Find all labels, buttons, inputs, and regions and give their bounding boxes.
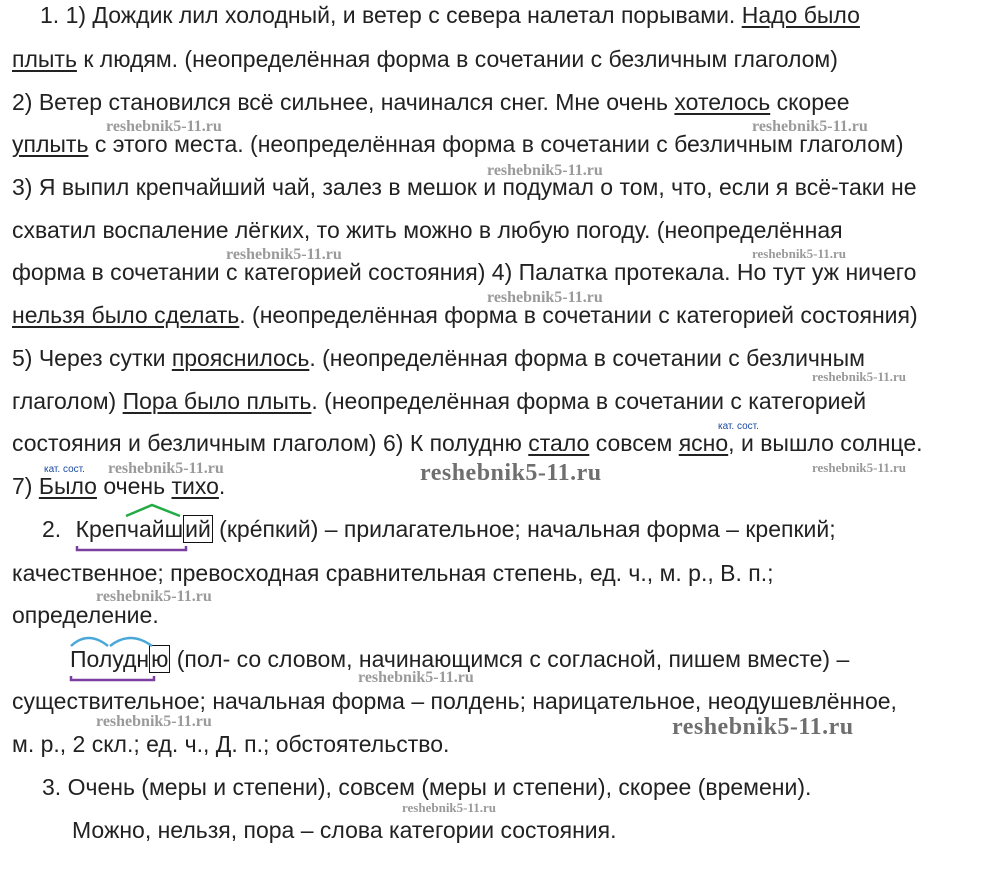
text-line-8 <box>12 302 918 329</box>
root-arc <box>110 638 152 646</box>
underlined-predicate: хотелось <box>674 89 771 115</box>
line-text: , и вышло солнце. <box>728 430 923 456</box>
watermark: reshebnik5-11.ru <box>812 369 907 384</box>
line-text: 5) Через сутки <box>12 345 172 371</box>
line-text: совсем <box>589 430 679 456</box>
watermark: reshebnik5-11.ru <box>106 118 222 135</box>
analysis-text: (крéпкий) – прилагательное; начальная форма – крепкий; <box>212 516 836 542</box>
line-text: . (неопределённая форма в сочетании с безличным <box>309 345 865 371</box>
text-line-7 <box>12 259 916 286</box>
underlined-predicate: прояснилось <box>171 345 310 371</box>
watermark: reshebnik5-11.ru <box>402 800 497 815</box>
analysis-text: (пол- со словом, начинающимся с согласной, пишем вместе) – <box>170 646 850 672</box>
line-text: 1. 1) Дождик лил холодный, и ветер с севера налетал порывами. <box>40 2 742 28</box>
line-text: к людям. (неопределённая форма в сочетании с безличным глаголом) <box>76 46 838 72</box>
watermark: reshebnik5-11.ru <box>226 246 342 263</box>
underlined-predicate: Пора было плыть <box>122 388 312 414</box>
line-text: форма в сочетании с категорией состояния) 4) Палатка протекала. Но тут уж ничего <box>12 259 917 285</box>
line-text: глаголом) <box>12 388 123 414</box>
text-line-11 <box>12 430 923 457</box>
text-line-5 <box>12 174 917 201</box>
underlined-predicate: тихо <box>171 473 219 499</box>
text-line-6 <box>12 217 843 244</box>
watermark: reshebnik5-11.ru <box>358 669 474 686</box>
morpheme-word <box>76 516 213 543</box>
underlined-predicate: Было <box>38 473 97 499</box>
task-number: 2. <box>42 516 62 542</box>
suffix-mark <box>126 505 180 516</box>
analysis-text: м. р., 2 скл.; ед. ч., Д. п.; обстоятельство. <box>12 731 450 757</box>
watermark: reshebnik5-11.ru <box>672 714 854 740</box>
analysis-text: 3. Очень (меры и степени), совсем (меры и степени), скорее (времени). <box>42 774 812 800</box>
watermark: reshebnik5-11.ru <box>487 289 603 306</box>
stem-bracket <box>71 676 154 680</box>
line-text: схватил воспаление лёгких, то жить можно в любую погоду. (неопределённая <box>12 217 843 243</box>
word-stem: Полудн <box>70 646 150 672</box>
line-text: . <box>218 473 226 499</box>
category-note: кат. сост. <box>718 421 759 432</box>
analysis-text: существительное; начальная форма – полдень; нарицательное, неодушевлённое, <box>12 688 897 714</box>
category-note: кат. сост. <box>44 464 85 475</box>
analysis-text: определение. <box>12 602 159 628</box>
underlined-predicate: нельзя было сделать <box>12 302 240 328</box>
underlined-predicate: стало <box>528 430 590 456</box>
underlined-predicate: Надо было <box>741 2 860 28</box>
watermark: reshebnik5-11.ru <box>752 246 847 261</box>
text-line-3 <box>12 89 850 116</box>
line-text: состояния и безличным глаголом) 6) К полудню <box>12 430 529 456</box>
watermark: reshebnik5-11.ru <box>108 460 224 477</box>
word-stem: Крепчайш <box>75 516 184 542</box>
text-line-1 <box>40 2 860 29</box>
watermark: reshebnik5-11.ru <box>487 162 603 179</box>
task3-line-2 <box>72 817 616 844</box>
task2-line-5 <box>12 688 897 715</box>
word-ending: ю <box>151 646 169 672</box>
line-text: очень <box>96 473 172 499</box>
underlined-predicate: плыть <box>12 46 77 72</box>
watermark: reshebnik5-11.ru <box>420 460 602 486</box>
text-line-9 <box>12 345 865 372</box>
root-arc <box>71 638 108 646</box>
task2-line-1 <box>42 516 836 543</box>
task2-line-6 <box>12 731 449 758</box>
task2-line-2 <box>12 560 773 587</box>
underlined-predicate: уплыть <box>12 131 89 157</box>
watermark: reshebnik5-11.ru <box>96 588 212 605</box>
watermark: reshebnik5-11.ru <box>752 118 868 135</box>
analysis-text: Можно, нельзя, пора – слова категории состояния. <box>72 817 617 843</box>
task3-line-1 <box>42 774 811 801</box>
text-line-2 <box>12 46 838 73</box>
line-text: с этого места. (неопределённая форма в сочетании с безличным глаголом) <box>88 131 904 157</box>
watermark: reshebnik5-11.ru <box>812 460 907 475</box>
line-text: скорее <box>770 89 850 115</box>
line-text: 2) Ветер становился всё сильнее, начинался снег. Мне очень <box>12 89 675 115</box>
line-text: . (неопределённая форма в сочетании с категорией <box>311 388 867 414</box>
line-text: 7) <box>12 473 39 499</box>
line-text: . (неопределённая форма в сочетании с категорией состояния) <box>239 302 918 328</box>
watermark: reshebnik5-11.ru <box>96 713 212 730</box>
word-ending: ий <box>185 516 211 542</box>
text-line-10 <box>12 388 866 415</box>
underlined-predicate: ясно <box>678 430 729 456</box>
morpheme-word <box>70 646 170 673</box>
stem-bracket <box>77 546 186 550</box>
line-text: 3) Я выпил крепчайший чай, залез в мешок и подумал о том, что, если я всё-таки не <box>12 174 917 200</box>
task2-line-3 <box>12 602 159 629</box>
analysis-text: качественное; превосходная сравнительная степень, ед. ч., м. р., В. п.; <box>12 560 774 586</box>
